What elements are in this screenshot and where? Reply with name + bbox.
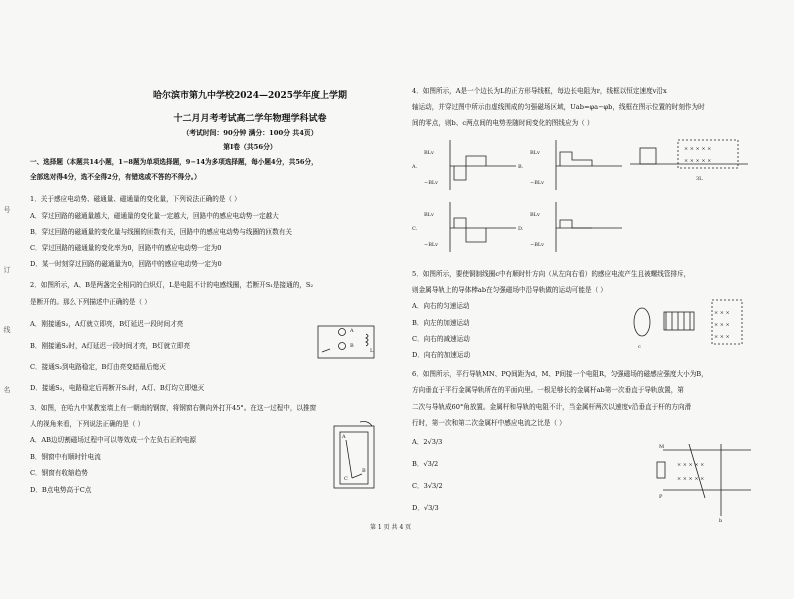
svg-text:× × ×: × × × bbox=[714, 322, 730, 328]
exam-meta: （考试时间：90分钟 满分：100分 共4页） bbox=[182, 129, 318, 137]
graph-option-b: B. bbox=[518, 164, 524, 170]
question-4: 4．如图所示，A是一个边长为L的正方形导线框，每边长电阻为r，线框以恒定速度v沿x bbox=[412, 87, 667, 95]
question-6: 6．如图所示，平行导轨MN、PQ间距为d，M、P间接一个电阻R，匀强磁场的磁感应强度大小为B， bbox=[412, 370, 708, 378]
graph-neg-blv: −BLv bbox=[530, 180, 545, 186]
q6-rails-figure bbox=[655, 440, 755, 524]
svg-text:A: A bbox=[342, 434, 346, 440]
binding-mark: 线 bbox=[3, 326, 11, 334]
svg-text:× × ×: × × × bbox=[714, 310, 730, 316]
graph-neg-blv: −BLv bbox=[424, 242, 439, 248]
q3-window-figure bbox=[330, 418, 380, 492]
q1-option-b: B．穿过回路的磁通量的变化量与线圈的匝数有关，回路中的感应电动势与线圈的匝数有关 bbox=[30, 228, 292, 236]
question-1: 1．关于感应电动势、磁通量、磁通量的变化量，下列说法正确的是（ ） bbox=[30, 195, 241, 203]
question-6-cont-3: 行时，第一次和第二次金属杆中感应电流之比是（ ） bbox=[412, 419, 566, 427]
section-note: 全部选对得4分，选不全得2分，有错选或不答的不得分。） bbox=[30, 173, 201, 181]
binding-mark: 订 bbox=[3, 266, 11, 274]
binding-mark: 名 bbox=[3, 386, 11, 394]
svg-text:L: L bbox=[370, 348, 374, 354]
page-footer: 第 1 页 共 4 页 bbox=[370, 524, 412, 531]
q6-option-c: C．3√3/2 bbox=[412, 482, 443, 490]
title-line-2: 十二月月考考试高二学年物理学科试卷 bbox=[173, 114, 327, 124]
svg-text:P: P bbox=[659, 494, 663, 500]
graph-option-c: C. bbox=[412, 226, 418, 232]
svg-text:b: b bbox=[719, 518, 723, 524]
q1-option-d: D．某一时刻穿过回路的磁通量为0，回路中的感应电动势一定为0 bbox=[30, 260, 222, 268]
question-5-cont: 则金属导轨上的导体棒ab在匀强磁场中沿导轨做的运动可能是（ ） bbox=[412, 286, 607, 294]
question-2-cont: 是断开的。那么下列描述中正确的是（ ） bbox=[30, 298, 151, 306]
svg-text:× × × × ×: × × × × × bbox=[684, 158, 712, 164]
graph-blv: BLv bbox=[424, 212, 434, 218]
svg-text:× × × × ×: × × × × × bbox=[677, 462, 705, 468]
svg-text:C: C bbox=[344, 476, 348, 482]
q1-option-c: C．穿过回路的磁通量的变化率为0，回路中的感应电动势一定为0 bbox=[30, 244, 222, 252]
q2-option-a: A．刚接通S₂，A灯就立即亮，B灯延迟一段时间才亮 bbox=[30, 320, 184, 328]
svg-text:× × × × ×: × × × × × bbox=[677, 476, 705, 482]
svg-text:× × ×: × × × bbox=[714, 334, 730, 340]
q4-graph-b bbox=[516, 136, 626, 194]
question-4-cont-2: 间的零点，则b、c两点间的电势差随时间变化的图线应为（ ） bbox=[412, 119, 594, 127]
section-heading: 一、选择题（本题共14小题，1−8题为单项选择题，9−14为多项选择题，每小题4分，共56分， bbox=[30, 158, 318, 166]
graph-blv: BLv bbox=[424, 150, 434, 156]
q6-option-d: D．√3/3 bbox=[412, 504, 439, 512]
title-line-1: 哈尔滨市第九中学校2024—2025学年度上学期 bbox=[152, 91, 348, 101]
graph-blv: BLv bbox=[530, 212, 540, 218]
q5-option-b: B．向左的加速运动 bbox=[412, 319, 470, 327]
svg-text:× × × × ×: × × × × × bbox=[684, 146, 712, 152]
question-6-cont-2: 二次与导轨成60°角放置。金属杆和导轨的电阻不计，当金属杆两次以速度v沿垂直于杆的方向滑 bbox=[412, 403, 692, 411]
question-4-cont: 轴运动，并穿过图中所示由虚线围成的匀强磁场区域，Uab=φa−φb，线框在图示位置的时刻作为时 bbox=[412, 103, 705, 111]
q2-circuit-figure bbox=[312, 322, 382, 364]
question-6-cont: 方向垂直于平行金属导轨所在的平面向里。一根足够长的金属杆ab第一次垂直于导轨放置，第 bbox=[412, 386, 684, 394]
q4-graph-c bbox=[410, 198, 520, 256]
q3-option-a: A．AB边切割磁场过程中可以等效成一个左负右正的电源 bbox=[30, 436, 197, 444]
svg-text:B: B bbox=[350, 343, 354, 349]
q4-field-figure bbox=[630, 136, 750, 194]
q1-option-a: A．穿过回路的磁通量越大，磁通量的变化量一定越大，回路中的感应电动势一定越大 bbox=[30, 212, 279, 220]
graph-blv: BLv bbox=[530, 150, 540, 156]
q2-option-c: C．接通S₂到电路稳定，B灯由亮变暗最后熄灭 bbox=[30, 363, 166, 371]
q5-option-c: C．向右的减速运动 bbox=[412, 335, 470, 343]
q4-graph-d bbox=[516, 198, 626, 256]
graph-neg-blv: −BLv bbox=[530, 242, 545, 248]
svg-text:c: c bbox=[638, 344, 641, 350]
graph-neg-blv: −BLv bbox=[424, 180, 439, 186]
svg-text:A: A bbox=[350, 328, 354, 334]
q5-option-d: D．向右的加速运动 bbox=[412, 351, 471, 359]
part-heading: 第Ⅰ卷（共56分） bbox=[223, 143, 277, 151]
binding-mark: 号 bbox=[3, 206, 11, 214]
svg-text:B: B bbox=[362, 468, 366, 474]
q6-option-b: B．√3/2 bbox=[412, 460, 439, 468]
question-3-cont: 人的视角来看，下列说法正确的是（ ） bbox=[30, 420, 145, 428]
svg-text:M: M bbox=[659, 444, 665, 450]
question-3: 3．如图，在哈九中某教室墙上有一朝南的钢窗，将钢窗右侧向外打开45°。在这一过程中，以推窗 bbox=[30, 404, 317, 412]
q5-option-a: A．向右的匀速运动 bbox=[412, 302, 470, 310]
q5-solenoid-figure bbox=[628, 290, 748, 354]
svg-text:3L: 3L bbox=[696, 176, 703, 182]
q2-option-b: B．刚接通S₂时，A灯延迟一段时间才亮，B灯就立即亮 bbox=[30, 342, 191, 350]
q3-option-c: C．钢窗有收缩趋势 bbox=[30, 469, 88, 477]
q2-option-d: D．接通S₂，电路稳定后再断开S₂时，A灯、B灯均立即熄灭 bbox=[30, 384, 205, 392]
question-5: 5．如图所示，要使铜制线圈c中有顺时针方向（从左向右看）的感应电流产生且被螺线管排斥， bbox=[412, 270, 691, 278]
q4-graph-a bbox=[410, 136, 520, 194]
q6-option-a: A．2√3/3 bbox=[412, 438, 443, 446]
graph-option-a: A. bbox=[412, 164, 418, 170]
graph-option-d: D. bbox=[518, 226, 524, 232]
q3-option-d: D．B点电势高于C点 bbox=[30, 486, 92, 494]
binding-margin bbox=[2, 180, 12, 420]
question-2: 2．如图所示，A、B是两盏完全相同的白炽灯，L是电阻不计的电感线圈，若断开S₁是接通的，S₂ bbox=[30, 281, 314, 289]
q3-option-b: B．钢窗中有顺时针电流 bbox=[30, 453, 101, 461]
